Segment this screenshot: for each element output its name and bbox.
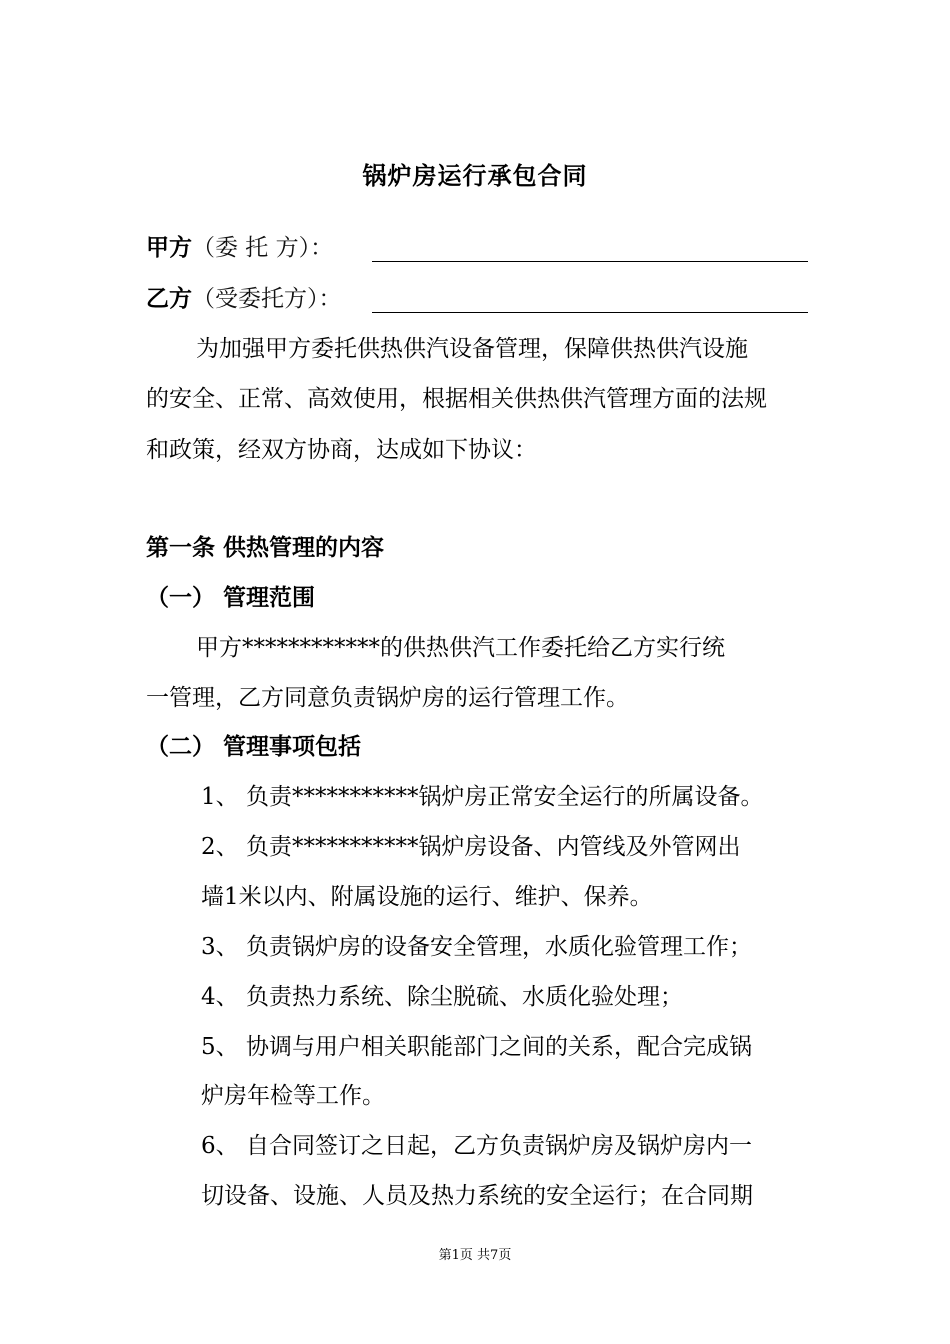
subsection-1-line: 甲方************的供热供汽工作委托给乙方实行统: [196, 635, 725, 661]
party-b-role: （受委托方）：: [192, 286, 342, 312]
list-item: 3、 负责锅炉房的设备安全管理，水质化验管理工作；: [201, 934, 752, 960]
document-title: 锅炉房运行承包合同: [362, 162, 588, 190]
list-item: 炉房年检等工作。: [201, 1083, 385, 1109]
list-item: 墙1米以内、附属设施的运行、维护、保养。: [201, 884, 653, 910]
subsection-1-line: 一管理，乙方同意负责锅炉房的运行管理工作。: [146, 685, 629, 711]
list-item: 4、 负责热力系统、除尘脱硫、水质化验处理；: [201, 984, 683, 1010]
party-b-row: [146, 283, 808, 315]
list-item: 6、 自合同签订之日起，乙方负责锅炉房及锅炉房内一: [201, 1133, 752, 1159]
list-item: 2、 负责***********锅炉房设备、内管线及外管网出: [201, 834, 741, 860]
article-1-heading: 第一条 供热管理的内容: [146, 535, 385, 561]
party-b-blank-line: [372, 312, 808, 313]
subsection-1-heading: （一） 管理范围: [146, 585, 316, 611]
party-b-label: 乙方: [146, 286, 192, 312]
list-item: 1、 负责***********锅炉房正常安全运行的所属设备。: [201, 784, 764, 810]
party-a-label: 甲方: [146, 235, 192, 261]
party-a-role: （委 托 方）：: [192, 235, 334, 261]
list-item: 切设备、设施、人员及热力系统的安全运行；在合同期: [201, 1183, 753, 1209]
intro-line: 和政策，经双方协商，达成如下协议：: [146, 437, 537, 463]
list-item: 5、 协调与用户相关职能部门之间的关系，配合完成锅: [201, 1034, 752, 1060]
page-footer: 第1页 共7页: [438, 1248, 512, 1263]
intro-line: 为加强甲方委托供热供汽设备管理，保障供热供汽设施: [196, 336, 748, 362]
intro-line: 的安全、正常、高效使用，根据相关供热供汽管理方面的法规: [146, 386, 767, 412]
party-a-blank-line: [372, 261, 808, 262]
subsection-2-heading: （二） 管理事项包括: [146, 734, 362, 760]
party-a-row: [146, 232, 808, 264]
